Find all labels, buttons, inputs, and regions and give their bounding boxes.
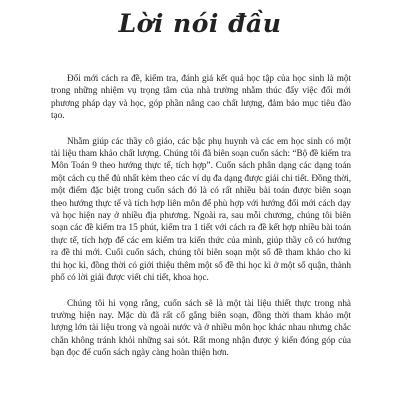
paragraph-1: Đổi mới cách ra đề, kiểm tra, đánh giá kết quả học tập của học sinh là một trong những nhiệm vụ trọng tâm của nhà trường nhằm thúc đẩy việc đổi mới phương pháp dạy và học, góp phần nâng cao chất lượng, đảm bảo mục tiêu đào tạo. (51, 73, 351, 121)
page-title: Lời nói đầu (118, 9, 282, 38)
paragraph-3: Chúng tôi hi vọng rằng, cuốn sách sẽ là một tài liệu thiết thực trong nhà trường hiện nay. Mặc dù đã rất cố gắng biên soạn, đồng thời tham khảo một lượng lớn tài liệu trong và ngoài nước và ở nhiều môn học khác nhau nhưng chắc chắn không tránh khỏi những sai sót. Rất mong nhận được ý kiến đóng góp của bạn đọc để cuốn sách ngày càng hoàn thiện hơn. (51, 297, 351, 358)
body-text (51, 72, 351, 359)
paragraph-2: Nhằm giúp các thầy cô giáo, các bậc phụ huynh và các em học sinh có một tài liệu tham khảo chất lượng. Chúng tôi đã biên soạn cuốn sách: “Bộ đề kiểm tra Môn Toán 9 theo hướng thực tế, tích hợp”. Cuốn sách phân dạng các dạng toán một cách cụ thể đủ nhất kèm theo các ví dụ đa dạng được giải chi tiết. Đồng thời, một điểm đặc biệt trong cuốn sách đó là có rất nhiều bài toán được biên soạn theo hướng thực tế và tích hợp liên môn để phù hợp với hướng đổi mới cách dạy và học hiện nay ở nhiều địa phương. Ngoài ra, sau mỗi chương, chúng tôi biên soạn các đề kiểm tra 15 phút, kiểm tra 1 tiết với cách ra đề kết hợp nhiều bài toán thực tế, tích hợp để các em kiểm tra kiến thức của mình, giúp thầy cô có hướng ra đề thi mới. Cuối cuốn sách, chúng tôi biên soạn một số đề tham khảo cho kì thi học kì, đồng thời có giới thiệu thêm một số đề thi học kì ở một số quận, thành phố có lời giải được viết chi tiết, khoa học. (51, 135, 351, 283)
